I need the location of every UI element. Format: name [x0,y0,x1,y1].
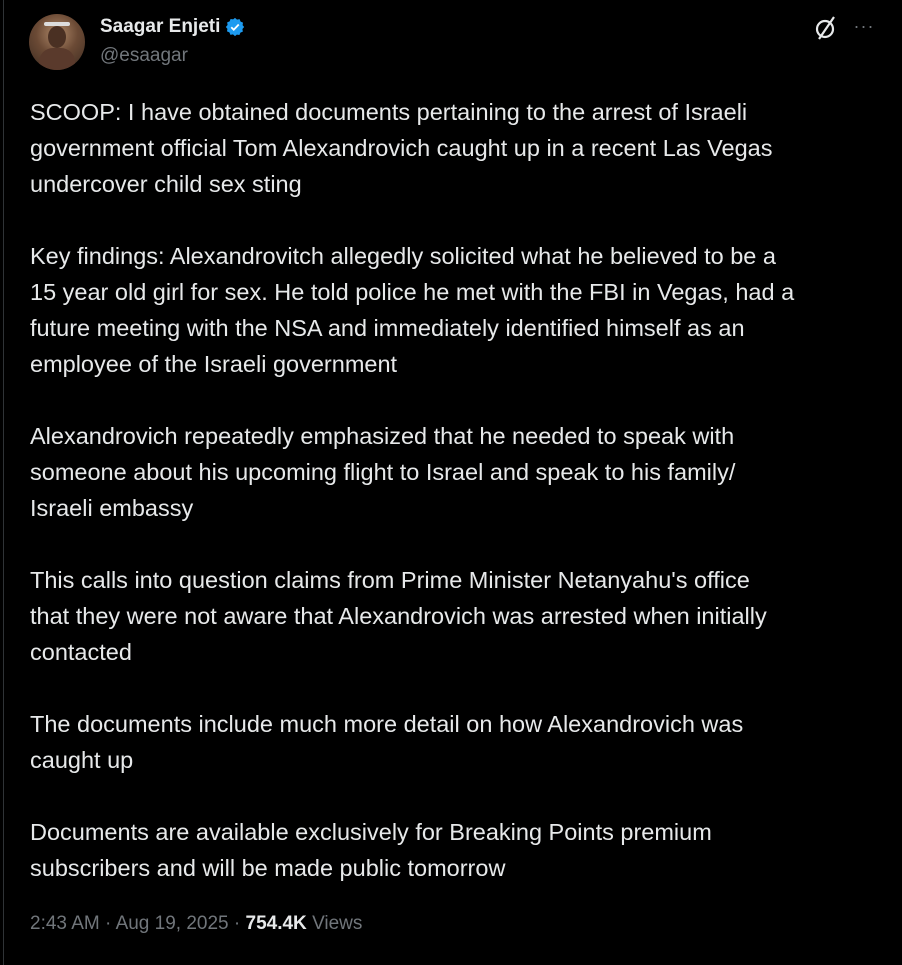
text-line: This calls into question claims from Prime Minister Netanyahu's office [30,567,750,593]
text-line: SCOOP: I have obtained documents pertaining to the arrest of Israeli [30,99,748,125]
separator: · [99,913,116,934]
tweet-text [30,94,890,922]
text-line: Key findings: Alexandrovitch allegedly solicited what he believed to be a [30,243,776,269]
tweet-paragraph [30,94,890,202]
tweet-paragraph [30,814,890,886]
tweet-time[interactable]: 2:43 AM [30,913,100,934]
text-line: Documents are available exclusively for Breaking Points premium [30,819,712,845]
text-line: Israeli embassy [30,495,194,521]
text-line: that they were not aware that Alexandrovich was arrested when initially [30,603,767,629]
text-line: government official Tom Alexandrovich caught up in a recent Las Vegas [30,135,773,161]
text-line: The documents include much more detail on how Alexandrovich was [30,711,744,737]
avatar-head [48,26,66,48]
text-line: caught up [30,747,134,773]
text-line: future meeting with the NSA and immediately identified himself as an [30,315,745,341]
views-label: Views [312,913,363,934]
left-border [3,0,4,965]
author-name-row[interactable] [100,16,245,38]
grok-icon[interactable] [812,14,840,42]
separator: · [228,913,246,934]
text-line: 15 year old girl for sex. He told police he met with the FBI in Vegas, had a [30,279,795,305]
tweet-date[interactable]: Aug 19, 2025 [115,913,229,934]
tweet-paragraph [30,418,890,526]
text-line: Alexandrovich repeatedly emphasized that he needed to speak with [30,423,735,449]
tweet-paragraph [30,238,890,382]
tweet-meta [30,913,362,935]
text-line: contacted [30,639,132,665]
views-count: 754.4K [245,913,307,934]
tweet-paragraph [30,706,890,778]
text-line: subscribers and will be made public tomorrow [30,855,506,881]
more-icon[interactable]: ··· [853,16,875,36]
avatar[interactable] [29,14,85,70]
text-line: undercover child sex sting [30,171,302,197]
author-handle[interactable]: @esaagar [100,45,188,66]
tweet-paragraph [30,562,890,670]
text-line: employee of the Israeli government [30,351,398,377]
author-name[interactable]: Saagar Enjeti [100,16,221,37]
avatar-body [39,48,75,70]
verified-badge-icon [225,17,245,37]
text-line: someone about his upcoming flight to Israel and speak to his family/ [30,459,736,485]
